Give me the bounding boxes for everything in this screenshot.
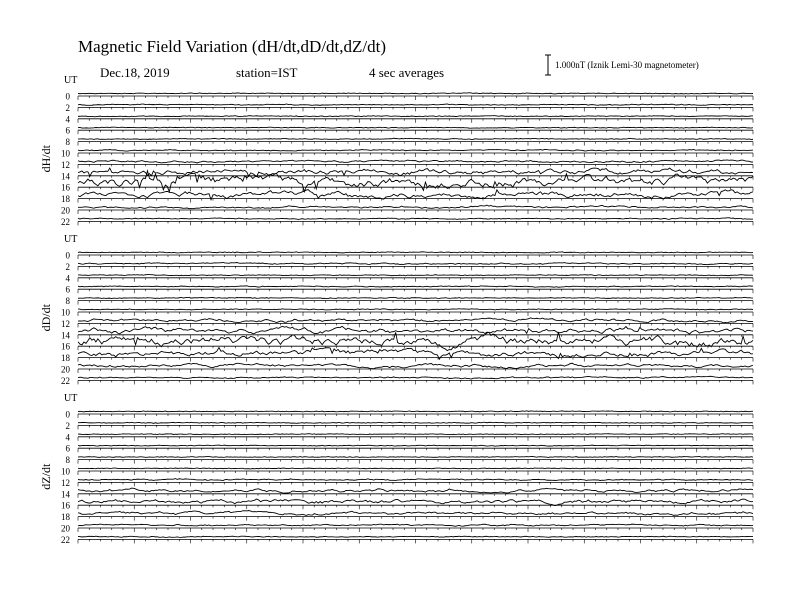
hour-label: 12 bbox=[61, 318, 70, 329]
trace-line bbox=[78, 149, 753, 151]
date-label: Dec.18, 2019 bbox=[100, 65, 170, 80]
trace-line bbox=[78, 104, 753, 105]
trace-line bbox=[78, 318, 753, 323]
trace-line bbox=[78, 422, 753, 423]
hour-label: 14 bbox=[61, 330, 70, 341]
hour-label: 12 bbox=[61, 477, 70, 488]
trace-line bbox=[78, 262, 753, 264]
trace-line bbox=[78, 138, 753, 139]
hour-label: 18 bbox=[61, 512, 70, 523]
hour-label: 10 bbox=[61, 148, 70, 159]
hour-label: 20 bbox=[61, 205, 70, 216]
hour-label: 2 bbox=[65, 261, 70, 272]
trace-line bbox=[78, 168, 753, 176]
hour-label: 2 bbox=[65, 102, 70, 113]
trace-line bbox=[78, 468, 753, 469]
trace-line bbox=[78, 511, 753, 516]
hour-label: 22 bbox=[61, 216, 70, 227]
trace-line bbox=[78, 536, 753, 537]
panel-ylabel: dH/dt bbox=[39, 145, 53, 173]
trace-line bbox=[78, 479, 753, 481]
trace-line bbox=[78, 499, 753, 506]
trace-line bbox=[78, 218, 753, 220]
hour-label: 14 bbox=[61, 171, 70, 182]
hour-label: 12 bbox=[61, 159, 70, 170]
trace-line bbox=[78, 160, 753, 163]
trace-line bbox=[78, 445, 753, 446]
trace-line bbox=[78, 363, 753, 368]
hour-label: 0 bbox=[65, 250, 70, 261]
hour-label: 6 bbox=[65, 443, 70, 454]
trace-line bbox=[78, 456, 753, 457]
trace-line bbox=[78, 434, 753, 435]
trace-line bbox=[78, 488, 753, 493]
trace-line bbox=[78, 326, 753, 334]
hour-label: 6 bbox=[65, 125, 70, 136]
trace-line bbox=[78, 376, 753, 379]
panel-ylabel: dZ/dt bbox=[39, 463, 53, 490]
hour-label: 14 bbox=[61, 489, 70, 500]
trace-line bbox=[78, 411, 753, 412]
trace-line bbox=[78, 116, 753, 117]
hour-label: 18 bbox=[61, 353, 70, 364]
hour-label: 0 bbox=[65, 91, 70, 102]
hour-label: 20 bbox=[61, 523, 70, 534]
trace-line bbox=[78, 309, 753, 310]
hour-label: 16 bbox=[61, 341, 70, 352]
hour-label: 8 bbox=[65, 455, 70, 466]
hour-label: 22 bbox=[61, 375, 70, 386]
hour-label: 4 bbox=[65, 114, 70, 125]
hour-label: 10 bbox=[61, 307, 70, 318]
hour-label: 4 bbox=[65, 273, 70, 284]
hour-label: 8 bbox=[65, 296, 70, 307]
trace-line bbox=[78, 297, 753, 298]
trace-line bbox=[78, 252, 753, 253]
hour-label: 16 bbox=[61, 182, 70, 193]
trace-line bbox=[78, 93, 753, 94]
hour-label: 20 bbox=[61, 364, 70, 375]
trace-line bbox=[78, 205, 753, 209]
hour-label: 16 bbox=[61, 500, 70, 511]
ut-label: UT bbox=[64, 234, 78, 245]
panel-ylabel: dD/dt bbox=[39, 304, 53, 332]
trace-line bbox=[78, 286, 753, 287]
hour-label: 2 bbox=[65, 420, 70, 431]
trace-line bbox=[78, 127, 753, 128]
trace-line bbox=[78, 524, 753, 526]
ut-label: UT bbox=[64, 75, 78, 86]
hour-label: 10 bbox=[61, 466, 70, 477]
hour-label: 8 bbox=[65, 137, 70, 148]
averaging-label: 4 sec averages bbox=[369, 65, 445, 80]
hour-label: 6 bbox=[65, 284, 70, 295]
chart-title: Magnetic Field Variation (dH/dt,dD/dt,dZ/dt) bbox=[78, 37, 387, 56]
hour-label: 22 bbox=[61, 534, 70, 545]
scale-label: 1.000nT (Iznik Lemi-30 magnetometer) bbox=[555, 60, 699, 70]
ut-label: UT bbox=[64, 393, 78, 404]
hour-label: 18 bbox=[61, 194, 70, 205]
hour-label: 4 bbox=[65, 432, 70, 443]
trace-line bbox=[78, 275, 753, 276]
station-label: station=IST bbox=[236, 65, 298, 80]
hour-label: 0 bbox=[65, 409, 70, 420]
